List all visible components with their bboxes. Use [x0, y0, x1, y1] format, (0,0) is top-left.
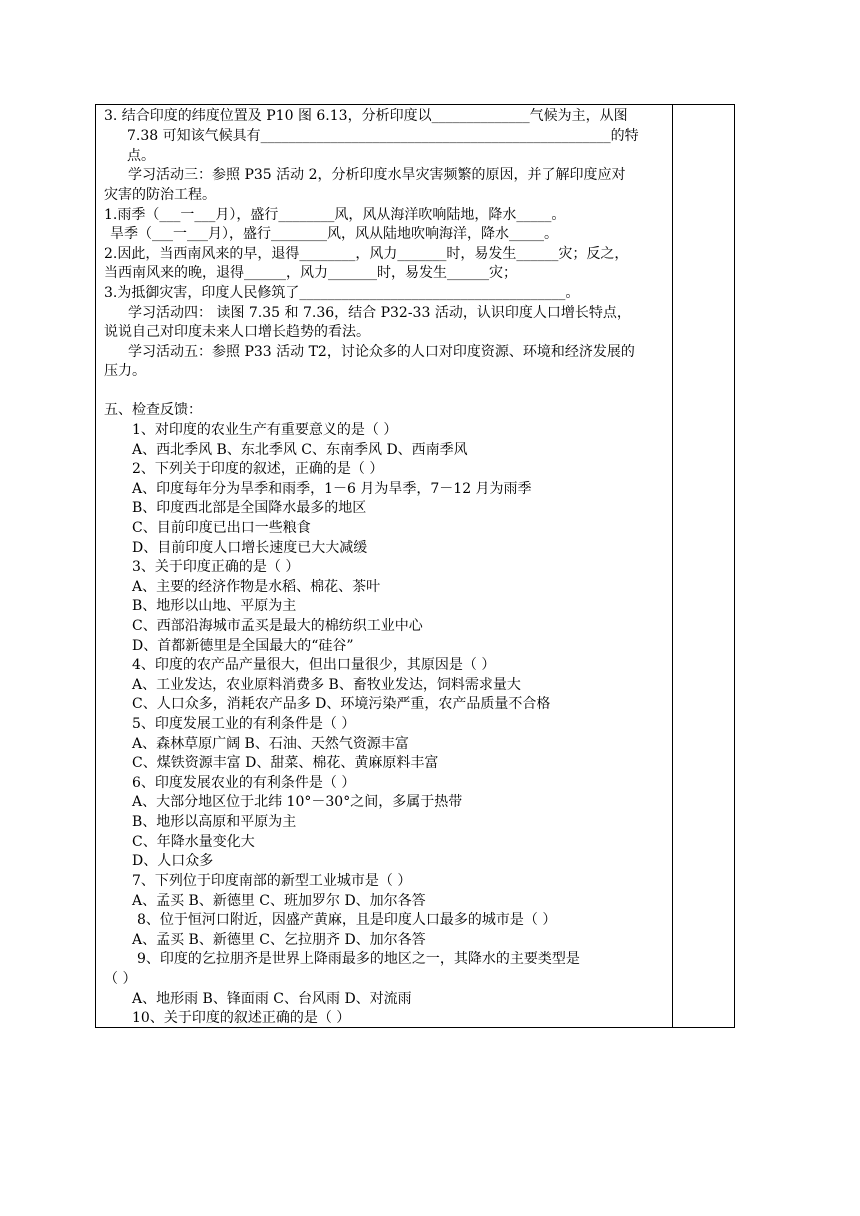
text-line: C、人口众多，消耗农产品多 D、环境污染严重，农产品质量不合格: [132, 696, 551, 712]
text-line: 5、印度发展工业的有利条件是（ ）: [132, 716, 356, 732]
text-line: 说说自己对印度未来人口增长趋势的看法。: [104, 324, 370, 340]
text-line: 3.为抵御灾害，印度人民修筑了______________________________________。: [104, 285, 580, 301]
text-line: 学习活动四： 读图 7.35 和 7.36，结合 P32-33 活动，认识印度人口增长特点，: [128, 305, 631, 321]
text-line: 点。: [127, 148, 155, 164]
text-line: A、主要的经济作物是水稻、棉花、茶叶: [132, 579, 381, 595]
text-line: D、目前印度人口增长速度已大大减缓: [132, 540, 368, 556]
text-line: D、人口众多: [132, 853, 214, 869]
text-line: C、年降水量变化大: [132, 834, 255, 850]
text-line: B、印度西北部是全国降水最多的地区: [132, 500, 367, 516]
text-line: 8、位于恒河口附近，因盛产黄麻，且是印度人口最多的城市是（ ）: [137, 912, 557, 928]
text-line: 学习活动三：参照 P35 活动 2，分析印度水旱灾害频繁的原因，并了解印度应对: [128, 167, 626, 183]
text-line: C、目前印度已出口一些粮食: [132, 520, 311, 536]
text-line: A、森林草原广阔 B、石油、天然气资源丰富: [132, 736, 409, 752]
table-column-divider: [672, 104, 673, 1028]
text-line: A、工业发达，农业原料消费多 B、畜牧业发达，饲料需求量大: [132, 677, 521, 693]
text-line: 1.雨季（___一___月），盛行________风，风从海洋吹响陆地，降水_____。: [104, 207, 566, 223]
text-line: 9、印度的乞拉朋齐是世界上降雨最多的地区之一，其降水的主要类型是: [137, 951, 580, 967]
text-line: 10、关于印度的叙述正确的是（ ）: [132, 1010, 351, 1026]
text-line: 6、印度发展农业的有利条件是（ ）: [132, 775, 356, 791]
text-line: 7.38 可知该气候具有__________________________________________________的特: [127, 128, 639, 144]
text-line: 3、关于印度正确的是（ ）: [132, 559, 300, 575]
text-line: A、地形雨 B、锋面雨 C、台风雨 D、对流雨: [132, 991, 412, 1007]
text-line: D、首都新德里是全国最大的“硅谷”: [132, 638, 354, 654]
text-line: B、地形以高原和平原为主: [132, 814, 297, 830]
text-line: 3. 结合印度的纬度位置及 P10 图 6.13，分析印度以______________气候为主，从图: [104, 108, 628, 124]
text-line: 学习活动五：参照 P33 活动 T2，讨论众多的人口对印度资源、环境和经济发展的: [128, 344, 635, 360]
text-line: B、地形以山地、平原为主: [132, 598, 297, 614]
text-line: 4、印度的农产品产量很大，但出口量很少，其原因是（ ）: [132, 657, 496, 673]
text-line: 压力。: [104, 363, 146, 379]
text-line: A、印度每年分为旱季和雨季，1－6 月为旱季，7－12 月为雨季: [132, 481, 532, 497]
text-line: A、孟买 B、新德里 C、乞拉朋齐 D、加尔各答: [132, 932, 426, 948]
text-line: A、西北季风 B、东北季风 C、东南季风 D、西南季风: [132, 442, 468, 458]
text-line: C、西部沿海城市孟买是最大的棉纺织工业中心: [132, 618, 423, 634]
text-line: （ ）: [104, 971, 137, 987]
text-line: 五、检查反馈：: [104, 402, 202, 418]
text-line: 当西南风来的晚，退得______，风力_______时，易发生______灾；: [104, 265, 517, 281]
text-line: A、孟买 B、新德里 C、班加罗尔 D、加尔各答: [132, 893, 426, 909]
text-line: C、煤铁资源丰富 D、甜菜、棉花、黄麻原料丰富: [132, 755, 439, 771]
text-line: 灾害的防治工程。: [104, 187, 216, 203]
text-line: 旱季（___一___月），盛行________风，风从陆地吹响海洋，降水_____。: [110, 226, 558, 242]
text-line: 1、对印度的农业生产有重要意义的是（ ）: [132, 422, 398, 438]
text-line: 2.因此，当西南风来的早，退得________，风力_______时，易发生______灾；反之，: [104, 246, 629, 262]
text-line: A、大部分地区位于北纬 10°－30°之间，多属于热带: [132, 794, 463, 810]
text-line: 7、下列位于印度南部的新型工业城市是（ ）: [132, 873, 412, 889]
text-line: 2、下列关于印度的叙述，正确的是（ ）: [132, 461, 384, 477]
